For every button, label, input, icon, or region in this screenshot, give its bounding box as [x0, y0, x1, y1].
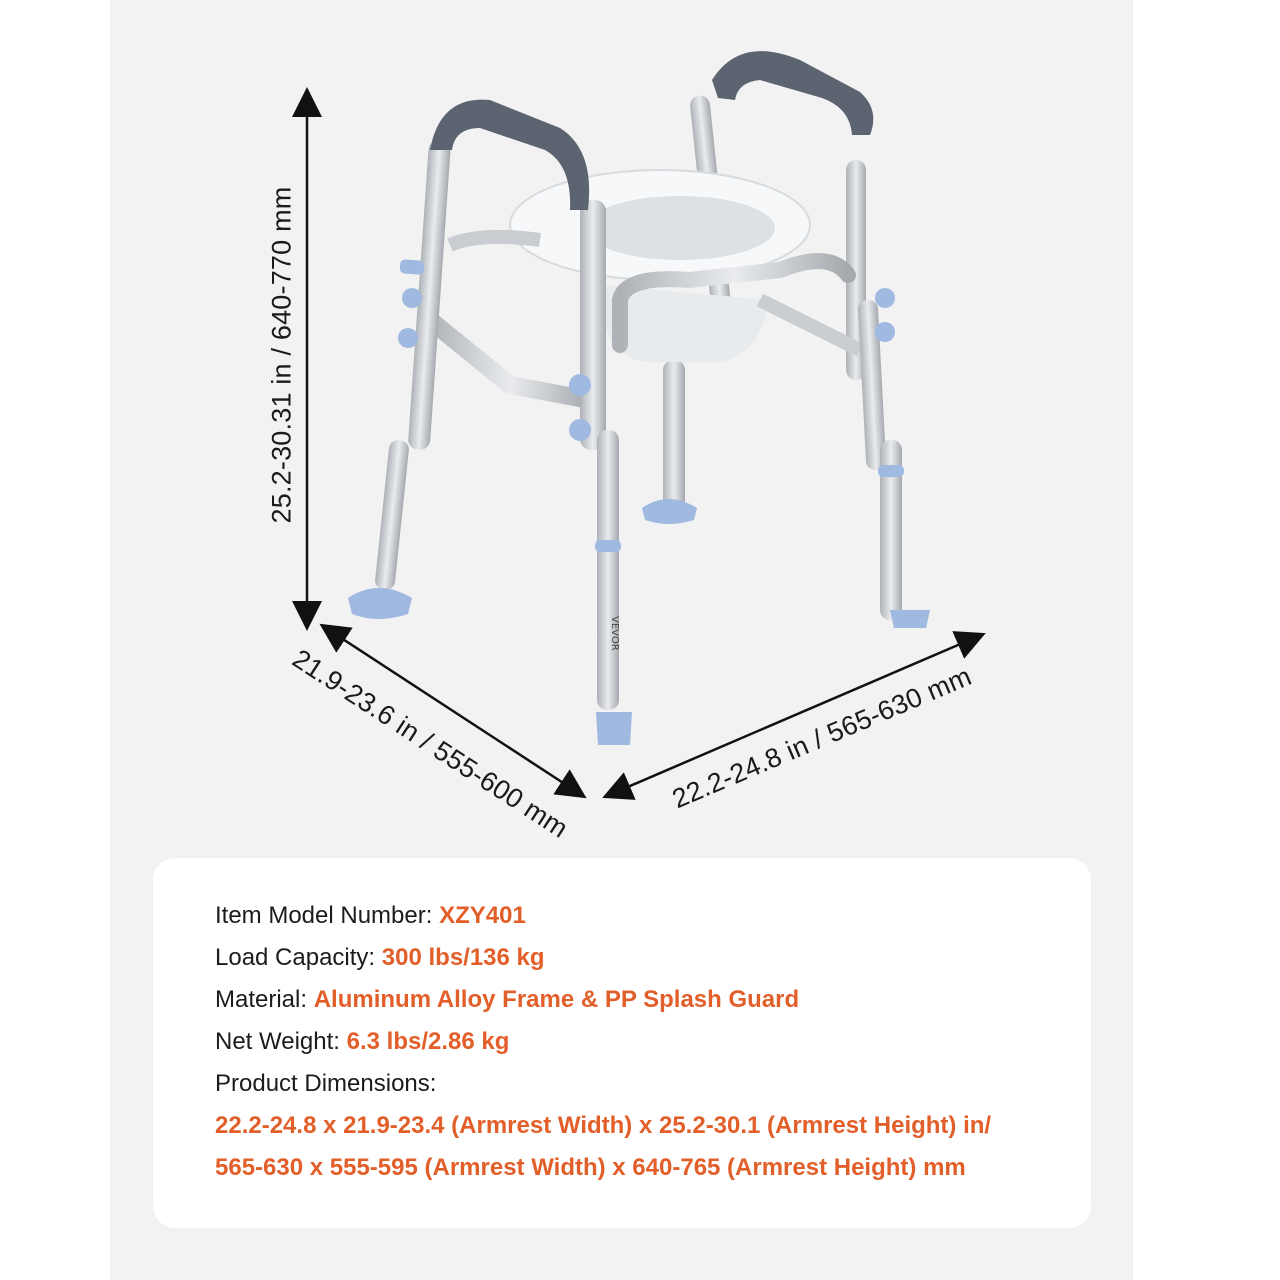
front-left-leg — [348, 140, 451, 619]
spec-weight-value: 6.3 lbs/2.86 kg — [346, 1028, 510, 1055]
spec-dimensions-in: 22.2-24.8 x 21.9-23.4 (Armrest Width) x 25.2-30.1 (Armrest Height) in/ — [215, 1112, 992, 1139]
width-label: 22.2-24.8 in / 565-630 mm — [667, 660, 976, 815]
spec-material — [215, 986, 799, 1014]
spec-model — [215, 902, 526, 930]
spec-dimensions-label: Product Dimensions: — [215, 1070, 437, 1097]
spec-dimensions-mm: 565-630 x 555-595 (Armrest Width) x 640-765 (Armrest Height) mm — [215, 1154, 966, 1181]
brand-mark: VEVOR — [609, 616, 620, 651]
depth-label: 21.9-23.6 in / 555-600 mm — [287, 643, 574, 844]
spec-weight-label: Net Weight: — [215, 1028, 340, 1055]
spec-model-value: XZY401 — [439, 902, 526, 929]
spec-model-label: Item Model Number: — [215, 902, 433, 929]
specifications-card — [153, 858, 1091, 1228]
spec-material-label: Material: — [215, 986, 308, 1013]
spec-load-value: 300 lbs/136 kg — [381, 944, 545, 971]
right-leg — [858, 288, 930, 628]
height-label: 25.2-30.31 in / 640-770 mm — [266, 186, 297, 524]
spec-material-value: Aluminum Alloy Frame & PP Splash Guard — [313, 986, 800, 1013]
spec-load-label: Load Capacity: — [215, 944, 376, 971]
width-arrow — [616, 639, 972, 792]
spec-load — [215, 944, 545, 972]
front-center-leg — [569, 200, 632, 745]
spec-weight — [215, 1028, 509, 1056]
